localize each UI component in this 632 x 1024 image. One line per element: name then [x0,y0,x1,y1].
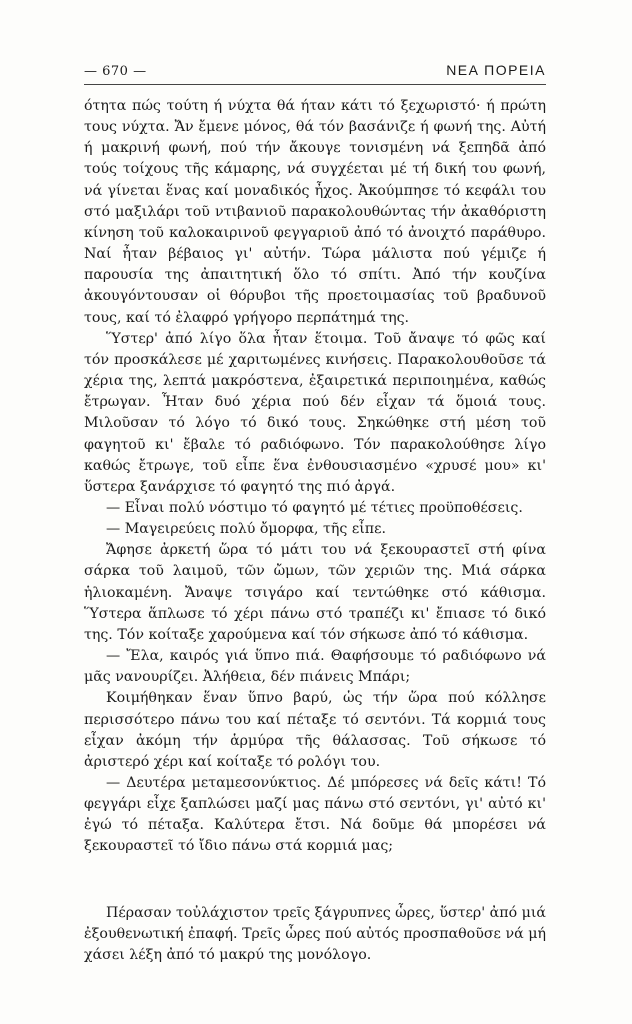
paragraph-1: ότητα πώς τούτη ή νύχτα θά ήταν κάτι τό ξεχωριστό· ή πρώτη τους νύχτα. Ἄν ἔμενε μόνος, θά τόν βασάνιζε ή φωνή της. Αὐτή ή μακρινή φωνή, πού τήν ἄκουγε τονισμένη νά ξεπηδᾶ ἀπό τούς τοίχους τῆς κάμαρης, νά συγχέεται μέ τή δική του φωνή, νά γίνεται ἕνας καί μοναδικός ἦχος. Ἀκούμπησε τό κεφάλι του στό μαξιλάρι τοῦ ντιβανιοῦ παρακολουθώντας τήν ἀκαθόριστη κίνηση τοῦ καλοκαιρινοῦ φεγγαριοῦ ἀπό τό ἀνοιχτό παράθυρο. Ναί ἦταν βέβαιος γι' αὐτήν. Τώρα μάλιστα πού γέμιζε ή παρουσία της ἀπαιτητική ὅλο τό σπίτι. Ἀπό τήν κουζίνα ἀκουγόντουσαν οἱ θόρυβοι τῆς προετοιμασίας τοῦ βραδυνοῦ τους, καί τό ἐλαφρό γρήγορο περπάτημά της. [84,98,546,326]
header-rule [84,84,546,85]
journal-title: ΝΕΑ ΠΟΡΕΙΑ [446,62,546,78]
closing-paragraph: Πέρασαν τοὐλάχιστον τρεῖς ξάγρυπνες ὧρες, ὕστερ' ἀπό μιά ἐξουθενωτική ἐπαφή. Τρεῖς ὧρες πού αὐτός προσπαθοῦσε νά μή χάσει λέξη ἀπό τό μακρύ της μονόλογο. [84,905,546,964]
paragraph-6: — Ἔλα, καιρός γιά ὕπνο πιά. Θαφήσουμε τό ραδιόφωνο νά μᾶς νανουρίζει. Ἀλήθεια, δέν πιάνεις Μπάρι; [84,648,546,686]
paragraph-7: Κοιμήθηκαν ἕναν ὕπνο βαρύ, ὡς τήν ὥρα πού κόλλησε περισσότερο πάνω του καί πέταξε τό σεντόνι. Τά κορμιά τους εἶχαν ἀκόμη τήν ἁρμύρα τῆς θάλασσας. Τοῦ σήκωσε τό ἀριστερό χέρι καί κοίταξε τό ρολόγι του. [84,690,546,770]
paragraph-8: — Δευτέρα μεταμεσονύκτιος. Δέ μπόρεσες νά δεῖς κάτι! Τό φεγγάρι εἶχε ξαπλώσει μαζί μας πάνω στό σεντόνι, γι' αὐτό κι' ἐγώ τό πέταξα. Καλύτερα ἔτσι. Νά δοῦμε θά μπορέσει νά ξεκουραστεῖ τό ἴδιο πάνω στά κορμιά μας; [84,775,546,855]
paragraph-3: — Εἶναι πολύ νόστιμο τό φαγητό μέ τέτιες προϋποθέσεις. [106,499,523,516]
paragraph-2: Ὕστερ' ἀπό λίγο ὅλα ἦταν ἕτοιμα. Τοῦ ἄναψε τό φῶς καί τόν προσκάλεσε μέ χαριτωμένες κινήσεις. Παρακολουθοῦσε τά χέρια της, λεπτά μακρόστενα, ἐξαιρετικά περιποιημένα, καθώς ἔτρωγαν. Ἦταν δυό χέρια πού δέν εἶχαν τά ὅμοιά τους. Μιλοῦσαν τό λόγο τό δικό τους. Σηκώθηκε στή μέση τοῦ φαγητοῦ κι' ἔβαλε τό ραδιόφωνο. Τόν παρακολούθησε λίγο καθώς ἔτρωγε, τοῦ εἶπε ἕνα ἐνθουσιασμένο «χρυσέ μου» κι' ὕστερα ξανάρχισε τό φαγητό της πιό ἀργά. [84,330,546,495]
page-header [84,62,546,84]
body-text [84,96,546,858]
closing-section [84,903,546,966]
paragraph-4: — Μαγειρεύεις πολύ ὄμορφα, τῆς εἶπε. [106,521,386,538]
page-number: — 670 — [84,64,147,79]
paragraph-5: Ἄφησε ἀρκετή ὥρα τό μάτι του νά ξεκουραστεῖ στή φίνα σάρκα τοῦ λαιμοῦ, τῶν ὤμων, τῶν χεριῶν της. Μιά σάρκα ἡλιοκαμένη. Ἄναψε τσιγάρο καί τεντώθηκε στό κάθισμα. Ὕστερα ἅπλωσε τό χέρι πάνω στό τραπέζι κι' ἔπιασε τό δικό της. Τόν κοίταξε χαρούμενα καί τόν σήκωσε ἀπό τό κάθισμα. [84,542,546,643]
